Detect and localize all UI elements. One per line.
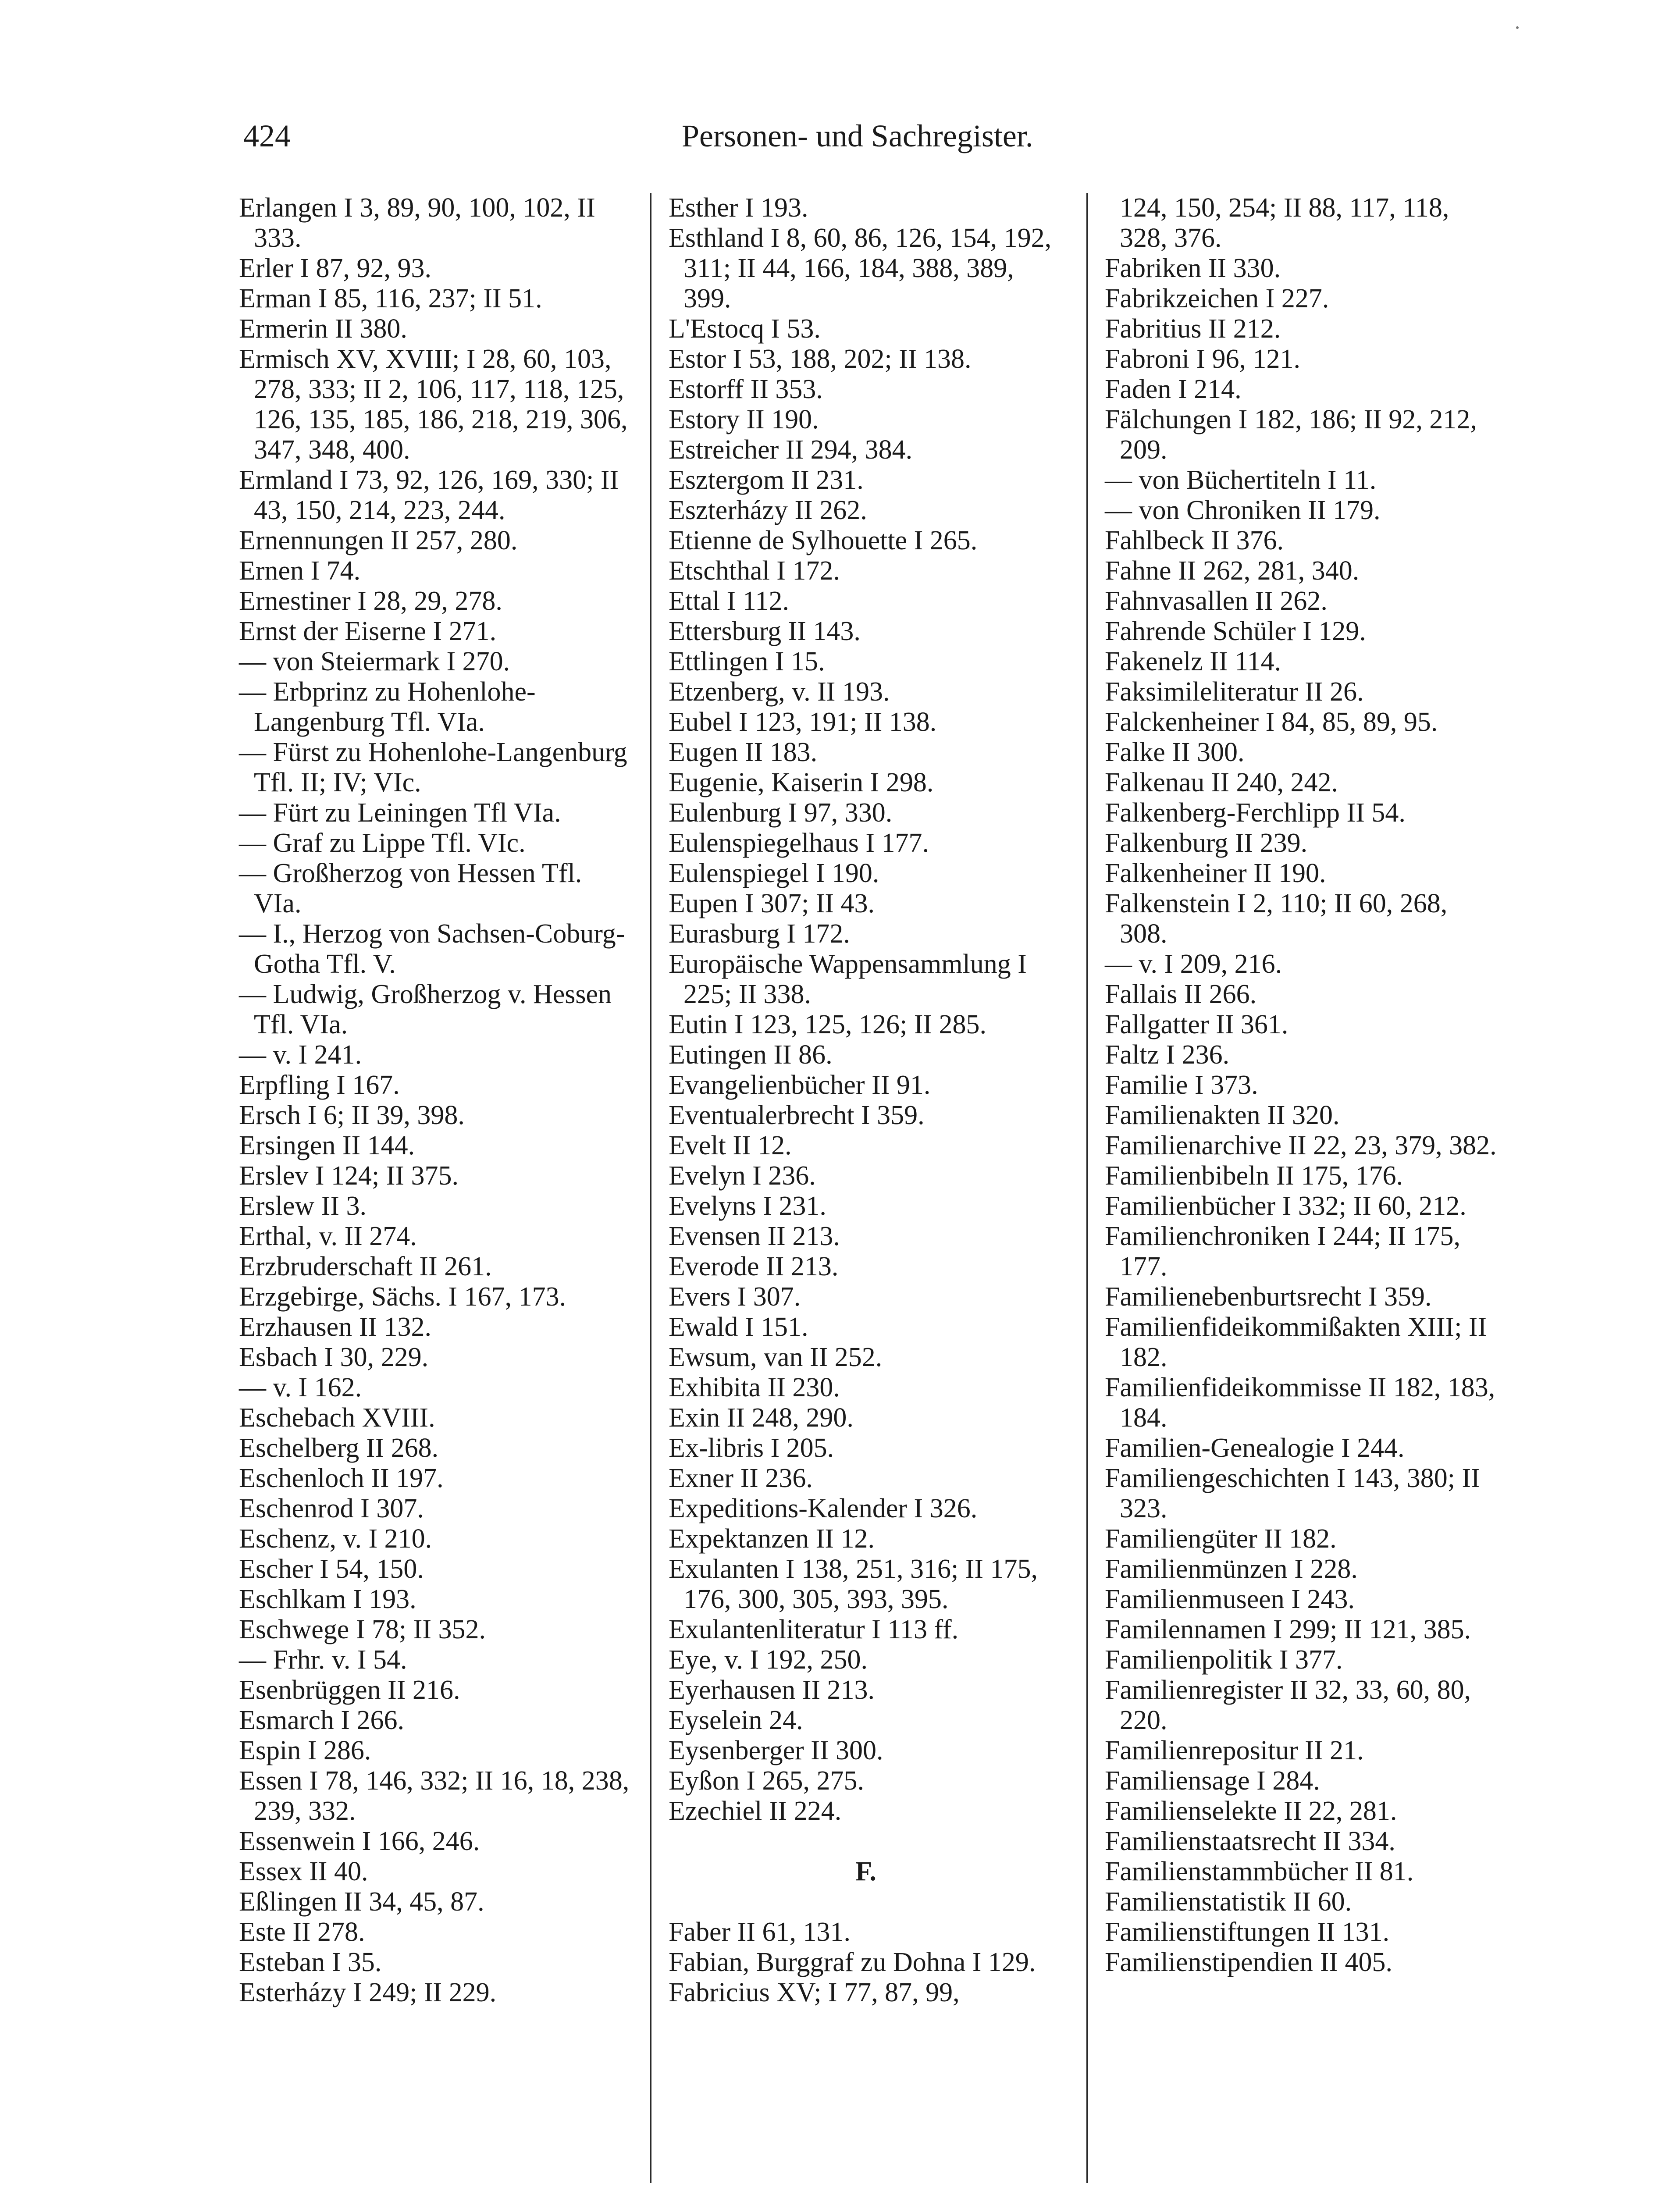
index-entry: Esterházy I 249; II 229. (239, 1978, 497, 2007)
index-entry: Erslev I 124; II 375. (239, 1161, 459, 1191)
index-entry: Familienfideikommisse II 182, 183, 184. (1105, 1373, 1495, 1433)
index-entry: Falke II 300. (1105, 737, 1245, 767)
index-entry: Familienregister II 32, 33, 60, 80, 220. (1105, 1675, 1471, 1735)
index-entry: Evelyn I 236. (669, 1161, 816, 1191)
index-entry: Erzhausen II 132. (239, 1312, 431, 1342)
index-entry: Eyßon I 265, 275. (669, 1766, 865, 1796)
index-entry: Ersch I 6; II 39, 398. (239, 1100, 465, 1130)
index-entry: Fabian, Burggraf zu Dohna I 129. (669, 1947, 1036, 1977)
index-entry: Falkenheiner II 190. (1105, 858, 1326, 888)
index-entry: Exin II 248, 290. (669, 1403, 854, 1433)
index-entry: Fälchungen I 182, 186; II 92, 212, 209. (1105, 405, 1477, 465)
index-entry: Familienmuseen I 243. (1105, 1584, 1355, 1614)
index-entry: Erlangen I 3, 89, 90, 100, 102, II 333. (239, 193, 595, 253)
index-entry: — von Steiermark I 270. (239, 647, 510, 676)
index-entry: Exulantenliteratur I 113 ff. (669, 1615, 959, 1644)
index-entry: — I., Herzog von Sachsen-Coburg-Gotha Tfl. V. (239, 919, 625, 979)
index-entry: Expeditions-Kalender I 326. (669, 1494, 978, 1523)
index-entry: Eschelberg II 268. (239, 1433, 439, 1463)
index-entry: — von Chroniken II 179. (1105, 495, 1381, 525)
index-entry: Eyselein 24. (669, 1705, 803, 1735)
index-entry: Fallais II 266. (1105, 979, 1257, 1009)
index-entry: Evensen II 213. (669, 1221, 840, 1251)
index-entry: — von Büchertiteln I 11. (1105, 465, 1377, 495)
index-entry: Etzenberg, v. II 193. (669, 677, 890, 707)
index-entry: Eventualerbrecht I 359. (669, 1100, 925, 1130)
index-entry: Familienrepositur II 21. (1105, 1736, 1364, 1765)
index-entry: — Ludwig, Großherzog v. Hessen Tfl. VIa. (239, 979, 612, 1039)
index-entry: Este II 278. (239, 1917, 365, 1947)
index-entry: Eyerhausen II 213. (669, 1675, 875, 1705)
index-entry: Esbach I 30, 229. (239, 1342, 429, 1372)
index-entry: Ersingen II 144. (239, 1131, 415, 1160)
index-entry: Ermland I 73, 92, 126, 169, 330; II 43, 150, 214, 223, 244. (239, 465, 619, 525)
index-entry: Fabricius XV; I 77, 87, 99, (669, 1978, 960, 2007)
index-entry: Ernennungen II 257, 280. (239, 526, 518, 555)
index-entry: Eschebach XVIII. (239, 1403, 435, 1433)
scan-mark (1516, 26, 1519, 29)
index-entry: Erpfling I 167. (239, 1070, 400, 1100)
index-entry: Fakenelz II 114. (1105, 647, 1281, 676)
index-entry: Estreicher II 294, 384. (669, 435, 913, 465)
index-entry: Eye, v. I 192, 250. (669, 1645, 868, 1675)
index-entry: Familienpolitik I 377. (1105, 1645, 1343, 1675)
index-entry: — Großherzog von Hessen Tfl. VIa. (239, 858, 582, 918)
index-entry: Eßlingen II 34, 45, 87. (239, 1887, 484, 1917)
index-entry: Familienakten II 320. (1105, 1100, 1340, 1130)
index-entry: Falckenheiner I 84, 85, 89, 95. (1105, 707, 1438, 737)
page-number: 424 (243, 118, 291, 153)
index-entry: Faber II 61, 131. (669, 1917, 851, 1947)
index-entry: Exner II 236. (669, 1463, 813, 1493)
index-entry: Falkenau II 240, 242. (1105, 768, 1338, 797)
index-column-1 (239, 193, 634, 2008)
index-entry: Familienebenburtsrecht I 359. (1105, 1282, 1432, 1312)
index-entry: Esztergom II 231. (669, 465, 864, 495)
index-entry: Ernestiner I 28, 29, 278. (239, 586, 502, 616)
index-entry: — Graf zu Lippe Tfl. VIc. (239, 828, 526, 858)
index-entry: Familiensage I 284. (1105, 1766, 1320, 1796)
index-entry: Eulenspiegelhaus I 177. (669, 828, 929, 858)
index-entry: Evers I 307. (669, 1282, 801, 1312)
index-entry: Ettal I 112. (669, 586, 789, 616)
index-entry: Falkenberg-Ferchlipp II 54. (1105, 798, 1406, 828)
index-entry: — v. I 209, 216. (1105, 949, 1282, 979)
index-entry: Essenwein I 166, 246. (239, 1826, 480, 1856)
index-entry: Evelt II 12. (669, 1131, 792, 1160)
index-entry: Eschwege I 78; II 352. (239, 1615, 486, 1644)
index-entry: Eschenloch II 197. (239, 1463, 444, 1493)
index-entry: Familienmünzen I 228. (1105, 1554, 1358, 1584)
index-entry: — Fürt zu Leiningen Tfl VIa. (239, 798, 561, 828)
index-entry: Eutingen II 86. (669, 1040, 833, 1070)
index-entry: Fallgatter II 361. (1105, 1010, 1288, 1039)
index-entry: Ewsum, van II 252. (669, 1342, 883, 1372)
index-entry: Eulenburg I 97, 330. (669, 798, 893, 828)
index-entry: Eutin I 123, 125, 126; II 285. (669, 1010, 986, 1039)
index-entry: Familienbibeln II 175, 176. (1105, 1161, 1403, 1191)
index-entry: Erzbruderschaft II 261. (239, 1252, 492, 1281)
index-entry: Faksimileliteratur II 26. (1105, 677, 1364, 707)
index-entry: Eubel I 123, 191; II 138. (669, 707, 937, 737)
index-entry: Exulanten I 138, 251, 316; II 175, 176, 300, 305, 393, 395. (669, 1554, 1038, 1614)
index-entry: Everode II 213. (669, 1252, 839, 1281)
index-entry: Eysenberger II 300. (669, 1736, 883, 1765)
index-entry: Ettlingen I 15. (669, 647, 825, 676)
index-entry: Fahne II 262, 281, 340. (1105, 556, 1360, 586)
index-entry: Ernen I 74. (239, 556, 361, 586)
index-entry: Erthal, v. II 274. (239, 1221, 417, 1251)
index-entry: Esenbrüggen II 216. (239, 1675, 460, 1705)
index-entry: Familienstiftungen II 131. (1105, 1917, 1390, 1947)
index-entry: Familiengüter II 182. (1105, 1524, 1337, 1554)
index-entry: Estorff II 353. (669, 374, 823, 404)
index-entry: Essex II 40. (239, 1857, 368, 1886)
index-entry: Eugen II 183. (669, 737, 818, 767)
index-entry: Eupen I 307; II 43. (669, 889, 875, 918)
index-entry: Familienstatistik II 60. (1105, 1887, 1352, 1917)
index-entry: Europäische Wappensammlung I 225; II 338. (669, 949, 1027, 1009)
index-entry: Expektanzen II 12. (669, 1524, 875, 1554)
index-entry: Ernst der Eiserne I 271. (239, 616, 497, 646)
column-rule-1 (650, 193, 651, 2183)
index-entry: Erman I 85, 116, 237; II 51. (239, 284, 542, 313)
index-entry: Eugenie, Kaiserin I 298. (669, 768, 934, 797)
index-entry: Fahlbeck II 376. (1105, 526, 1284, 555)
column-rule-2 (1086, 193, 1088, 2183)
index-entry: Fabroni I 96, 121. (1105, 344, 1301, 374)
index-entry: Esmarch I 266. (239, 1705, 405, 1735)
index-entry: Evelyns I 231. (669, 1191, 826, 1221)
index-column-3 (1105, 193, 1499, 1978)
index-entry: Familien-Genealogie I 244. (1105, 1433, 1405, 1463)
index-entry: Familienchroniken I 244; II 175, 177. (1105, 1221, 1460, 1281)
index-entry: Fahrende Schüler I 129. (1105, 616, 1366, 646)
index-entry: — v. I 162. (239, 1373, 362, 1402)
index-entry-continuation: 124, 150, 254; II 88, 117, 118, 328, 376. (1120, 193, 1449, 253)
index-entry: Eszterházy II 262. (669, 495, 867, 525)
running-title: Personen- und Sachregister. (682, 118, 1033, 153)
index-entry: Ettersburg II 143. (669, 616, 861, 646)
index-entry: Erzgebirge, Sächs. I 167, 173. (239, 1282, 566, 1312)
index-entry: Falkenburg II 239. (1105, 828, 1308, 858)
index-entry: Familiengeschichten I 143, 380; II 323. (1105, 1463, 1480, 1523)
index-entry: Etschthal I 172. (669, 556, 840, 586)
index-entry: Faden I 214. (1105, 374, 1242, 404)
index-entry: Fabriken II 330. (1105, 253, 1281, 283)
index-entry: Esther I 193. (669, 193, 808, 223)
index-entry: Esthland I 8, 60, 86, 126, 154, 192, 311; II 44, 166, 184, 388, 389, 399. (669, 223, 1052, 313)
index-entry: Estory II 190. (669, 405, 819, 434)
index-entry: Esteban I 35. (239, 1947, 382, 1977)
index-entry: Ewald I 151. (669, 1312, 808, 1342)
index-entry: Familienarchive II 22, 23, 379, 382. (1105, 1131, 1497, 1160)
index-entry: Familienfideikommißakten XIII; II 182. (1105, 1312, 1487, 1372)
index-entry: — Frhr. v. I 54. (239, 1645, 407, 1675)
index-entry: Essen I 78, 146, 332; II 16, 18, 238, 239, 332. (239, 1766, 630, 1826)
index-entry: Falkenstein I 2, 110; II 60, 268, 308. (1105, 889, 1448, 949)
index-entry: Evangelienbücher II 91. (669, 1070, 931, 1100)
index-entry: Erslew II 3. (239, 1191, 367, 1221)
index-entry: Ex-libris I 205. (669, 1433, 834, 1463)
index-entry: Ezechiel II 224. (669, 1796, 842, 1826)
index-entry: Ermisch XV, XVIII; I 28, 60, 103, 278, 333; II 2, 106, 117, 118, 125, 126, 135, 185, 186, 218, 219, 306, 347, 348, 400. (239, 344, 628, 465)
index-entry: Familienstammbücher II 81. (1105, 1857, 1414, 1886)
index-entry: Erler I 87, 92, 93. (239, 253, 432, 283)
index-entry: Familienstipendien II 405. (1105, 1947, 1393, 1977)
index-entry: Eschlkam I 193. (239, 1584, 416, 1614)
index-entry: Escher I 54, 150. (239, 1554, 424, 1584)
index-entry: Etienne de Sylhouette I 265. (669, 526, 978, 555)
index-entry: Eschenrod I 307. (239, 1494, 424, 1523)
index-entry: Eschenz, v. I 210. (239, 1524, 432, 1554)
index-entry: Familennamen I 299; II 121, 385. (1105, 1615, 1471, 1644)
index-entry: Familienselekte II 22, 281. (1105, 1796, 1397, 1826)
section-letter-heading: F. (855, 1857, 876, 1886)
index-entry: Espin I 286. (239, 1736, 371, 1765)
index-column-2 (669, 193, 1063, 2008)
index-entry: Eulenspiegel I 190. (669, 858, 879, 888)
index-entry: — Fürst zu Hohenlohe-Langenburg Tfl. II; IV; VIc. (239, 737, 627, 797)
index-entry: Estor I 53, 188, 202; II 138. (669, 344, 972, 374)
index-entry: Faltz I 236. (1105, 1040, 1230, 1070)
index-entry: Familienstaatsrecht II 334. (1105, 1826, 1395, 1856)
index-entry: Fabrikzeichen I 227. (1105, 284, 1329, 313)
index-entry: Ermerin II 380. (239, 314, 407, 344)
index-entry: Fahnvasallen II 262. (1105, 586, 1328, 616)
index-entry: Exhibita II 230. (669, 1373, 840, 1402)
index-entry: — v. I 241. (239, 1040, 362, 1070)
index-entry: Eurasburg I 172. (669, 919, 850, 949)
index-entry: Fabritius II 212. (1105, 314, 1281, 344)
index-entry: Familie I 373. (1105, 1070, 1258, 1100)
index-entry: — Erbprinz zu Hohenlohe-Langenburg Tfl. VIa. (239, 677, 536, 737)
index-entry: L'Estocq I 53. (669, 314, 821, 344)
index-entry: Familienbücher I 332; II 60, 212. (1105, 1191, 1466, 1221)
